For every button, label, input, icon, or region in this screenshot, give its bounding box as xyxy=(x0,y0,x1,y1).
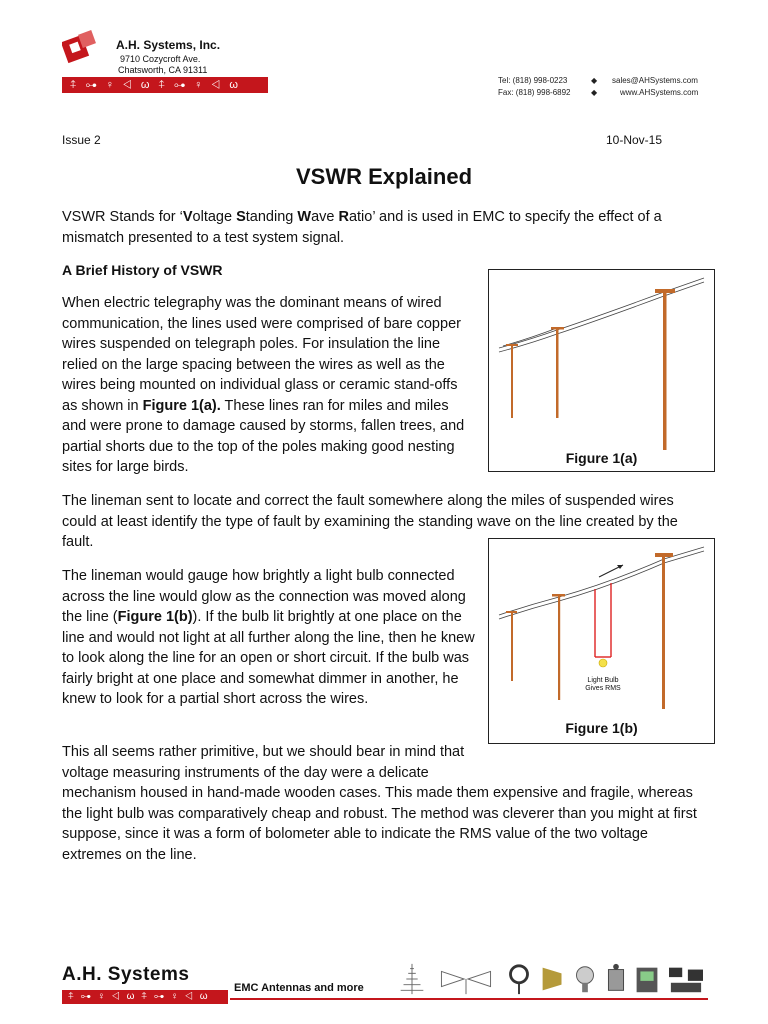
log-periodic-antenna-icon xyxy=(392,962,432,996)
fax-number: Fax: (818) 998-6892 xyxy=(498,88,571,97)
history-paragraph: When electric telegraphy was the dominant means of wired communication, the lines used were comprised of bare copper wires suspended on telegraph poles. For insulation the line relied on the large spacing between the wires as well as the wires being mounted on individual glass or ceramic stand-offs as shown in Figure 1(a). These lines ran for miles and miles and were prone to damage caused by storms, fallen trees, and partial shorts due to the top of the poles making good nesting sites for large birds. xyxy=(62,295,465,475)
company-logo xyxy=(62,30,96,64)
issue-date: 10-Nov-15 xyxy=(606,133,663,147)
address-line-1: 9710 Cozycroft Ave. xyxy=(120,54,201,64)
preamplifier-icon xyxy=(604,962,628,996)
phone-number: Tel: (818) 998-0223 xyxy=(498,76,568,85)
address-line-2: Chatsworth, CA 91311 xyxy=(118,65,208,75)
bolometer-paragraph: mechanism housed in hand-made wooden cases. This made them expensive and fragile, whereas the light bulb was comparatively cheap and robust. The method was cleverer than you might at first suppose, since it was a form of bolometer able to indicate the RMS value of the two voltage extremes on the line. xyxy=(62,785,697,863)
horn-antenna-icon xyxy=(538,962,568,996)
email-link[interactable]: sales@AHSystems.com xyxy=(612,76,698,85)
telegraph-poles-illustration xyxy=(489,270,714,450)
intro-paragraph: VSWR Stands for ‘Voltage Standing Wave Ratio’ and is used in EMC to specify the effect of a mismatch presented to a test system signal. xyxy=(62,209,662,246)
lineman-paragraph: The lineman sent to locate and correct the fault somewhere along the miles of suspended wires could at least identify the type of fault by examining the standing wave on the line created by the fault. xyxy=(62,493,678,550)
loop-antenna-icon xyxy=(504,962,534,996)
bullet-icon: ◆ xyxy=(591,76,598,85)
figure-1a xyxy=(488,269,715,472)
biconical-antenna-icon xyxy=(436,962,496,996)
tool-case-icon xyxy=(634,962,660,996)
figure-1a-caption: Figure 1(a) xyxy=(565,450,638,466)
bullet-icon: ◆ xyxy=(591,88,598,97)
light-bulb-paragraph: The lineman would gauge how brightly a light bulb connected across the line would glow as the connection was moved along the line (Figure 1(b)). If the bulb lit brightly at one place on the line and would not light at all further along the line, then he knew to look along the line for an open or short circuit. If the bulb was fairly bright at one place and somewhat dimmer in another, he knew to look for a partial short across the wires. xyxy=(62,568,475,707)
issue-number: Issue 2 xyxy=(62,133,101,147)
primitive-paragraph: This all seems rather primitive, but we should bear in mind that voltage measuring instruments of the day were a delicate xyxy=(62,744,465,781)
footer-divider xyxy=(230,998,708,1000)
figure-1b xyxy=(488,538,715,744)
website-link[interactable]: www.AHSystems.com xyxy=(620,88,699,97)
figure-1b-caption: Figure 1(b) xyxy=(565,720,638,736)
tripod-equipment-icon xyxy=(664,962,708,996)
bulb-label: Light Bulb Gives RMS xyxy=(585,677,621,692)
header-symbol-bar: ⍏ ⊶ ♀ ◁ ω ⍏ ⊶ ♀ ◁ ω xyxy=(62,77,268,93)
footer-tagline: EMC Antennas and more xyxy=(234,982,364,994)
page-title: VSWR Explained xyxy=(295,164,473,189)
section-heading: A Brief History of VSWR xyxy=(62,262,223,278)
footer-symbol-bar: ⍏ ⊶ ♀ ◁ ω ⍏ ⊶ ♀ ◁ ω xyxy=(62,990,228,1004)
footer-brand: A.H. Systems xyxy=(62,964,190,985)
probe-icon xyxy=(572,962,598,996)
company-name: A.H. Systems, Inc. xyxy=(116,38,221,52)
